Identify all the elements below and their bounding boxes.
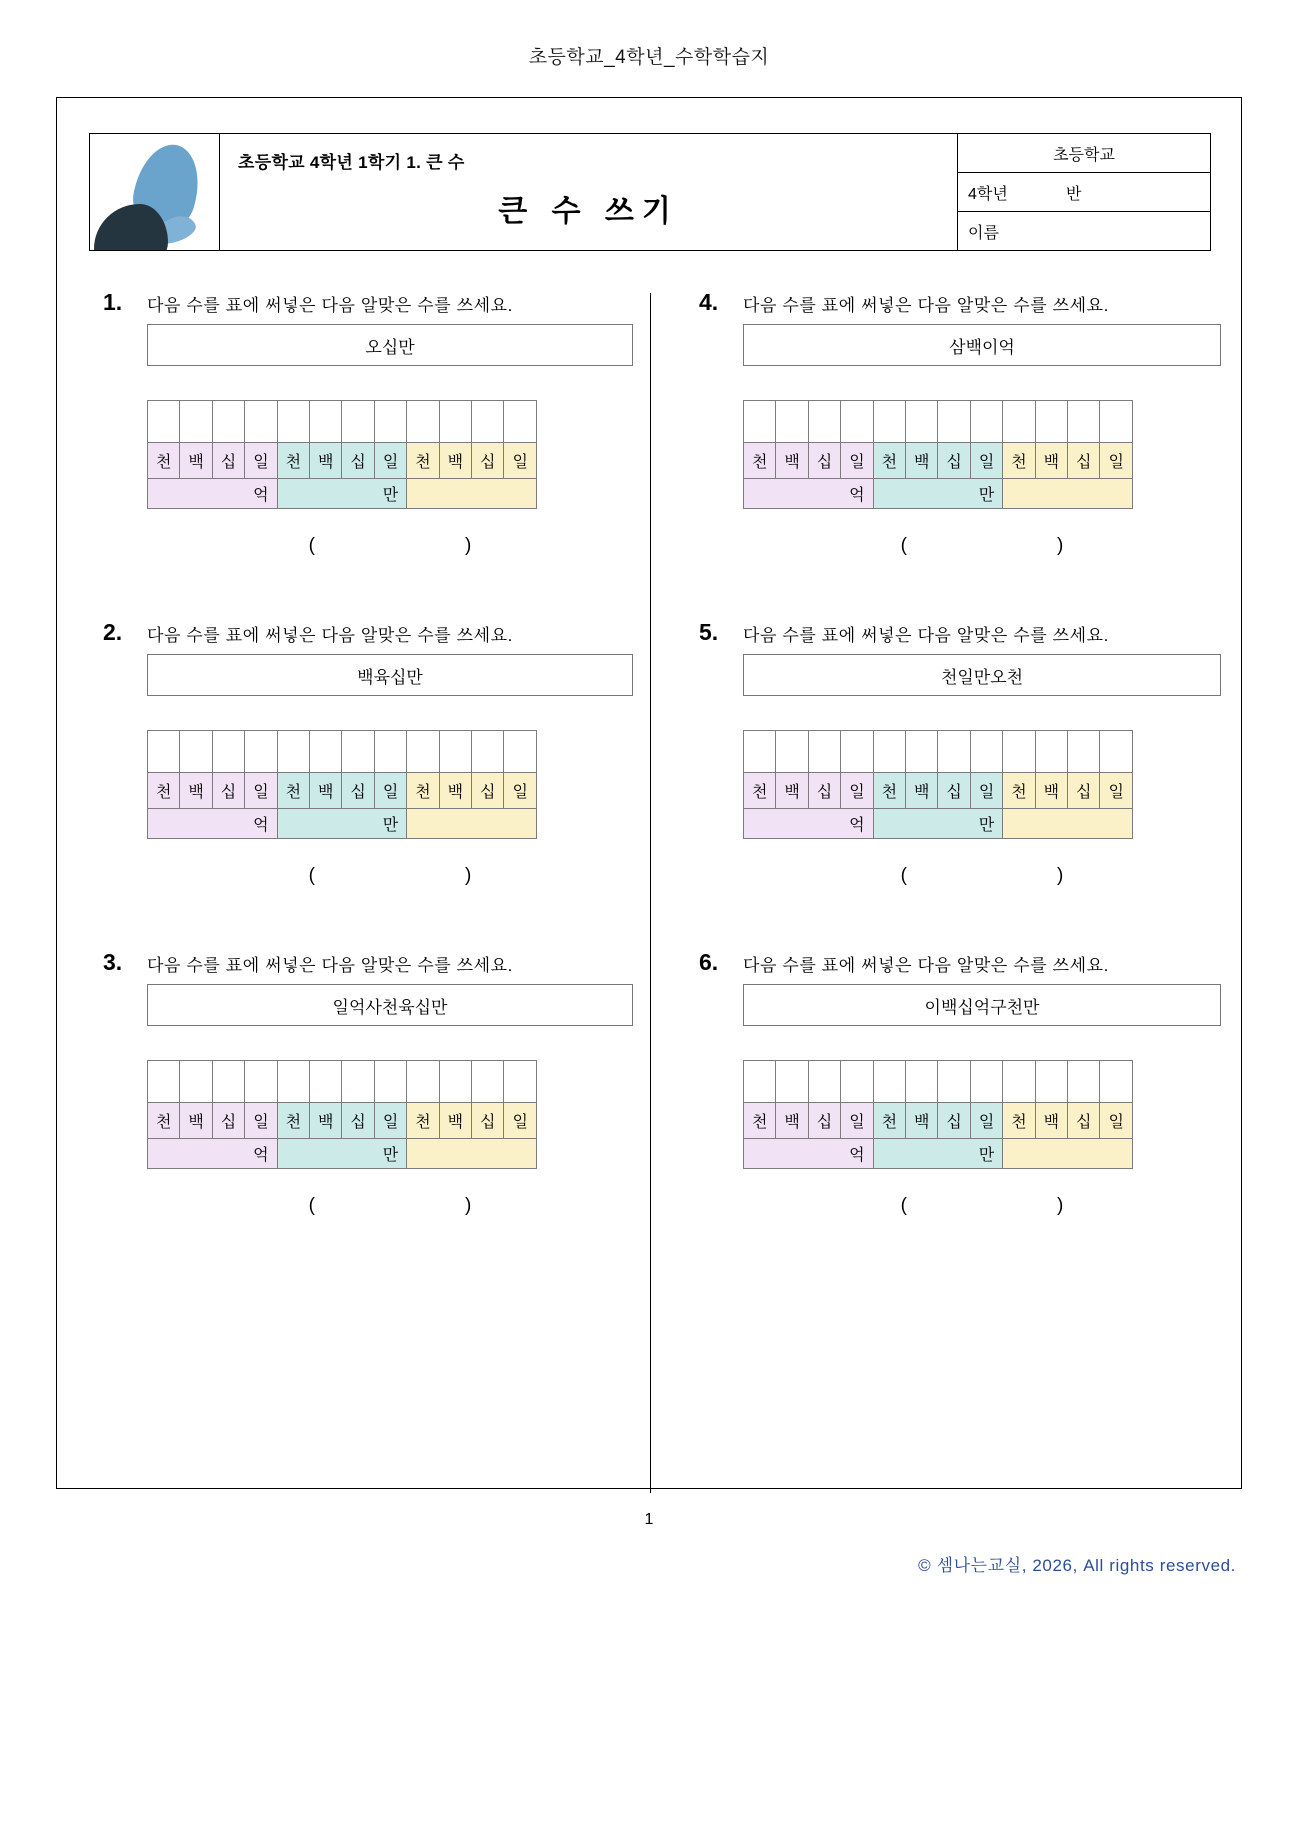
answer-line[interactable] — [743, 865, 1221, 887]
place-label: 십 — [1068, 1103, 1100, 1139]
place-value-table[interactable] — [147, 730, 537, 839]
problem-value-box: 천일만오천 — [743, 654, 1221, 696]
page-number: 1 — [644, 1511, 654, 1528]
info-row-grade-class[interactable] — [958, 173, 1210, 212]
problem-number: 4. — [699, 289, 719, 315]
place-label: 십 — [342, 443, 374, 479]
place-label: 백 — [180, 1103, 212, 1139]
worksheet-sheet — [56, 97, 1242, 1489]
answer-paren-close: ) — [1057, 865, 1064, 886]
place-label: 백 — [1035, 773, 1067, 809]
place-label: 십 — [1068, 443, 1100, 479]
logo-cell — [89, 133, 219, 251]
problem-prompt: 다음 수를 표에 써넣은 다음 알맞은 수를 쓰세요. — [743, 956, 1110, 975]
entry-cell[interactable] — [1003, 401, 1035, 443]
entry-cell[interactable] — [212, 1061, 244, 1103]
place-label: 천 — [407, 1103, 439, 1139]
entry-cell[interactable] — [342, 1061, 374, 1103]
entry-cell[interactable] — [1035, 401, 1067, 443]
entry-cell[interactable] — [970, 731, 1002, 773]
place-label: 천 — [873, 773, 905, 809]
grade-label: 4학년 — [968, 185, 1008, 203]
problem-prompt: 다음 수를 표에 써넣은 다음 알맞은 수를 쓰세요. — [743, 626, 1110, 645]
place-label: 백 — [1035, 1103, 1067, 1139]
copyright-notice: © 셈나는교실, 2026, All rights reserved. — [918, 1556, 1236, 1575]
place-label: 일 — [970, 443, 1002, 479]
place-label: 십 — [342, 1103, 374, 1139]
place-label: 천 — [148, 773, 180, 809]
unit-label-il — [1003, 1139, 1133, 1169]
problem-number: 2. — [103, 619, 123, 645]
title-cell — [219, 133, 958, 251]
problem-number: 1. — [103, 289, 123, 315]
entry-cell[interactable] — [407, 731, 439, 773]
entry-cell[interactable] — [1035, 1061, 1067, 1103]
entry-cell[interactable] — [472, 401, 504, 443]
class-label: 반 — [1066, 185, 1082, 203]
problem-header — [699, 943, 1221, 976]
table-row-unit-labels — [744, 1139, 1133, 1169]
unit-label-eok: 억 — [744, 809, 874, 839]
answer-paren-open: ( — [900, 535, 907, 556]
place-label: 십 — [212, 443, 244, 479]
entry-cell[interactable] — [776, 401, 808, 443]
entry-cell[interactable] — [938, 731, 970, 773]
problem-header — [699, 613, 1221, 646]
answer-paren-close: ) — [465, 1195, 472, 1216]
answer-paren-close: ) — [465, 865, 472, 886]
entry-cell[interactable] — [776, 1061, 808, 1103]
problem-3 — [103, 943, 633, 1217]
place-label: 천 — [277, 773, 309, 809]
place-label: 십 — [212, 1103, 244, 1139]
table-row-place-labels — [148, 1103, 537, 1139]
place-label: 일 — [1100, 443, 1133, 479]
place-label: 일 — [841, 773, 873, 809]
entry-cell[interactable] — [1035, 731, 1067, 773]
place-label: 백 — [310, 773, 342, 809]
problem-value-box: 백육십만 — [147, 654, 633, 696]
problem-header — [103, 613, 633, 646]
entry-cell[interactable] — [1100, 1061, 1133, 1103]
place-label: 천 — [407, 443, 439, 479]
problem-header — [103, 943, 633, 976]
place-label: 백 — [439, 1103, 471, 1139]
unit-label-eok: 억 — [148, 1139, 278, 1169]
problem-5 — [699, 613, 1221, 887]
place-label: 천 — [744, 1103, 776, 1139]
entry-cell[interactable] — [1100, 731, 1133, 773]
entry-cell[interactable] — [906, 731, 938, 773]
place-label: 천 — [148, 1103, 180, 1139]
unit-label-eok: 억 — [744, 1139, 874, 1169]
entry-cell[interactable] — [310, 731, 342, 773]
document-header: 초등학교_4학년_수학학습지 — [528, 47, 770, 68]
table-row-entry — [744, 731, 1133, 773]
problem-header — [103, 283, 633, 316]
entry-cell[interactable] — [504, 731, 537, 773]
title-block — [89, 133, 1211, 251]
place-label: 천 — [873, 1103, 905, 1139]
entry-cell[interactable] — [970, 401, 1002, 443]
place-label: 십 — [472, 1103, 504, 1139]
table-row-place-labels — [744, 443, 1133, 479]
entry-cell[interactable] — [212, 401, 244, 443]
unit-label-man: 만 — [277, 1139, 407, 1169]
problems-column-left — [57, 283, 649, 1217]
answer-paren-close: ) — [465, 535, 472, 556]
entry-cell[interactable] — [938, 1061, 970, 1103]
entry-cell[interactable] — [776, 731, 808, 773]
place-label: 일 — [504, 1103, 537, 1139]
entry-cell[interactable] — [808, 1061, 840, 1103]
problem-prompt: 다음 수를 표에 써넣은 다음 알맞은 수를 쓰세요. — [147, 956, 514, 975]
place-label: 백 — [439, 443, 471, 479]
unit-label-il — [1003, 479, 1133, 509]
table-row-unit-labels — [148, 809, 537, 839]
entry-cell[interactable] — [342, 731, 374, 773]
answer-paren-open: ( — [308, 535, 315, 556]
entry-cell[interactable] — [374, 731, 406, 773]
entry-cell[interactable] — [439, 1061, 471, 1103]
place-label: 백 — [906, 773, 938, 809]
unit-label-eok: 억 — [148, 479, 278, 509]
entry-cell[interactable] — [212, 731, 244, 773]
entry-cell[interactable] — [808, 731, 840, 773]
entry-cell[interactable] — [407, 1061, 439, 1103]
entry-cell[interactable] — [1068, 1061, 1100, 1103]
entry-cell[interactable] — [407, 401, 439, 443]
entry-cell[interactable] — [744, 401, 776, 443]
entry-cell[interactable] — [180, 1061, 212, 1103]
table-row-place-labels — [744, 1103, 1133, 1139]
problem-value-box: 오십만 — [147, 324, 633, 366]
entry-cell[interactable] — [472, 731, 504, 773]
place-label: 십 — [938, 443, 970, 479]
entry-cell[interactable] — [504, 1061, 537, 1103]
place-label: 일 — [504, 773, 537, 809]
entry-cell[interactable] — [1068, 731, 1100, 773]
place-label: 백 — [310, 1103, 342, 1139]
place-value-table[interactable] — [147, 1060, 537, 1169]
problem-prompt: 다음 수를 표에 써넣은 다음 알맞은 수를 쓰세요. — [147, 626, 514, 645]
answer-line[interactable] — [743, 535, 1221, 557]
entry-cell[interactable] — [342, 401, 374, 443]
problem-4 — [699, 283, 1221, 557]
entry-cell[interactable] — [808, 401, 840, 443]
entry-cell[interactable] — [374, 1061, 406, 1103]
place-label: 천 — [744, 443, 776, 479]
place-label: 백 — [776, 1103, 808, 1139]
entry-cell[interactable] — [744, 731, 776, 773]
answer-paren-open: ( — [900, 865, 907, 886]
place-label: 일 — [374, 1103, 406, 1139]
entry-cell[interactable] — [873, 401, 905, 443]
unit-label-eok: 억 — [148, 809, 278, 839]
unit-label-man: 만 — [277, 479, 407, 509]
answer-paren-open: ( — [308, 1195, 315, 1216]
table-row-place-labels — [148, 773, 537, 809]
name-label: 이름 — [968, 224, 999, 242]
entry-cell[interactable] — [1003, 1061, 1035, 1103]
problem-value-box: 일억사천육십만 — [147, 984, 633, 1026]
place-label: 일 — [841, 1103, 873, 1139]
problems-area — [57, 283, 1241, 1217]
problem-1 — [103, 283, 633, 557]
place-label: 천 — [148, 443, 180, 479]
problem-2 — [103, 613, 633, 887]
entry-cell[interactable] — [841, 731, 873, 773]
entry-cell[interactable] — [873, 1061, 905, 1103]
place-label: 백 — [439, 773, 471, 809]
entry-cell[interactable] — [148, 731, 180, 773]
entry-cell[interactable] — [245, 1061, 277, 1103]
entry-cell[interactable] — [1003, 731, 1035, 773]
entry-cell[interactable] — [310, 1061, 342, 1103]
table-row-entry — [148, 1061, 537, 1103]
unit-label-eok: 억 — [744, 479, 874, 509]
unit-label-il — [407, 1139, 537, 1169]
place-label: 일 — [1100, 1103, 1133, 1139]
place-label: 백 — [906, 443, 938, 479]
problem-value-box: 이백십억구천만 — [743, 984, 1221, 1026]
table-row-unit-labels — [148, 479, 537, 509]
unit-label-il — [407, 479, 537, 509]
place-label: 십 — [938, 1103, 970, 1139]
entry-cell[interactable] — [310, 401, 342, 443]
table-row-entry — [148, 731, 537, 773]
place-label: 십 — [472, 773, 504, 809]
place-label: 천 — [277, 1103, 309, 1139]
problem-prompt: 다음 수를 표에 써넣은 다음 알맞은 수를 쓰세요. — [147, 296, 514, 315]
answer-line[interactable] — [147, 535, 633, 557]
place-label: 천 — [1003, 443, 1035, 479]
problem-number: 5. — [699, 619, 719, 645]
entry-cell[interactable] — [439, 731, 471, 773]
place-value-table[interactable] — [743, 1060, 1133, 1169]
place-label: 십 — [808, 443, 840, 479]
place-label: 백 — [310, 443, 342, 479]
answer-paren-close: ) — [1057, 1195, 1064, 1216]
answer-paren-open: ( — [308, 865, 315, 886]
problem-value-box: 삼백이억 — [743, 324, 1221, 366]
table-row-unit-labels — [148, 1139, 537, 1169]
entry-cell[interactable] — [938, 401, 970, 443]
place-label: 천 — [1003, 773, 1035, 809]
place-label: 십 — [808, 773, 840, 809]
dark-leaf-logo-icon — [94, 204, 168, 251]
entry-cell[interactable] — [744, 1061, 776, 1103]
problem-number: 3. — [103, 949, 123, 975]
entry-cell[interactable] — [245, 401, 277, 443]
place-label: 일 — [245, 443, 277, 479]
student-info-table — [958, 133, 1211, 251]
info-row-school — [958, 134, 1210, 173]
entry-cell[interactable] — [504, 401, 537, 443]
place-label: 일 — [374, 773, 406, 809]
entry-cell[interactable] — [439, 401, 471, 443]
entry-cell[interactable] — [245, 731, 277, 773]
entry-cell[interactable] — [277, 401, 309, 443]
table-row-unit-labels — [744, 809, 1133, 839]
course-line: 초등학교 4학년 1학기 1. 큰 수 — [238, 153, 465, 172]
entry-cell[interactable] — [277, 731, 309, 773]
entry-cell[interactable] — [841, 1061, 873, 1103]
place-label: 백 — [180, 773, 212, 809]
entry-cell[interactable] — [180, 401, 212, 443]
answer-line[interactable] — [147, 865, 633, 887]
place-value-table[interactable] — [743, 400, 1133, 509]
entry-cell[interactable] — [906, 401, 938, 443]
entry-cell[interactable] — [1068, 401, 1100, 443]
place-label: 천 — [744, 773, 776, 809]
place-label: 일 — [841, 443, 873, 479]
place-label: 천 — [277, 443, 309, 479]
place-label: 십 — [212, 773, 244, 809]
entry-cell[interactable] — [1100, 401, 1133, 443]
place-label: 십 — [938, 773, 970, 809]
place-label: 십 — [808, 1103, 840, 1139]
info-row-name[interactable] — [958, 212, 1210, 250]
place-label: 일 — [1100, 773, 1133, 809]
table-row-place-labels — [148, 443, 537, 479]
place-label: 백 — [776, 443, 808, 479]
unit-label-il — [407, 809, 537, 839]
place-label: 일 — [374, 443, 406, 479]
entry-cell[interactable] — [277, 1061, 309, 1103]
place-label: 천 — [407, 773, 439, 809]
place-label: 백 — [906, 1103, 938, 1139]
place-label: 일 — [970, 773, 1002, 809]
page-title: 큰 수 쓰기 — [498, 195, 679, 228]
unit-label-man: 만 — [873, 1139, 1003, 1169]
place-label: 천 — [1003, 1103, 1035, 1139]
entry-cell[interactable] — [180, 731, 212, 773]
entry-cell[interactable] — [906, 1061, 938, 1103]
answer-line[interactable] — [743, 1195, 1221, 1217]
place-label: 십 — [342, 773, 374, 809]
answer-paren-close: ) — [1057, 535, 1064, 556]
unit-label-il — [1003, 809, 1133, 839]
answer-line[interactable] — [147, 1195, 633, 1217]
entry-cell[interactable] — [841, 401, 873, 443]
place-label: 십 — [472, 443, 504, 479]
table-row-place-labels — [744, 773, 1133, 809]
problem-6 — [699, 943, 1221, 1217]
place-label: 일 — [245, 1103, 277, 1139]
table-row-entry — [148, 401, 537, 443]
entry-cell[interactable] — [148, 1061, 180, 1103]
place-value-table[interactable] — [743, 730, 1133, 839]
place-label: 백 — [776, 773, 808, 809]
problem-header — [699, 283, 1221, 316]
place-value-table[interactable] — [147, 400, 537, 509]
entry-cell[interactable] — [873, 731, 905, 773]
unit-label-man: 만 — [873, 479, 1003, 509]
school-label: 초등학교 — [1053, 146, 1115, 164]
problem-prompt: 다음 수를 표에 써넣은 다음 알맞은 수를 쓰세요. — [743, 296, 1110, 315]
place-label: 백 — [1035, 443, 1067, 479]
table-row-unit-labels — [744, 479, 1133, 509]
problem-number: 6. — [699, 949, 719, 975]
table-row-entry — [744, 401, 1133, 443]
place-label: 천 — [873, 443, 905, 479]
place-label: 일 — [504, 443, 537, 479]
answer-paren-open: ( — [900, 1195, 907, 1216]
table-row-entry — [744, 1061, 1133, 1103]
problems-column-right — [649, 283, 1241, 1217]
entry-cell[interactable] — [148, 401, 180, 443]
place-label: 십 — [1068, 773, 1100, 809]
unit-label-man: 만 — [873, 809, 1003, 839]
place-label: 일 — [245, 773, 277, 809]
unit-label-man: 만 — [277, 809, 407, 839]
entry-cell[interactable] — [472, 1061, 504, 1103]
entry-cell[interactable] — [374, 401, 406, 443]
place-label: 백 — [180, 443, 212, 479]
entry-cell[interactable] — [970, 1061, 1002, 1103]
place-label: 일 — [970, 1103, 1002, 1139]
